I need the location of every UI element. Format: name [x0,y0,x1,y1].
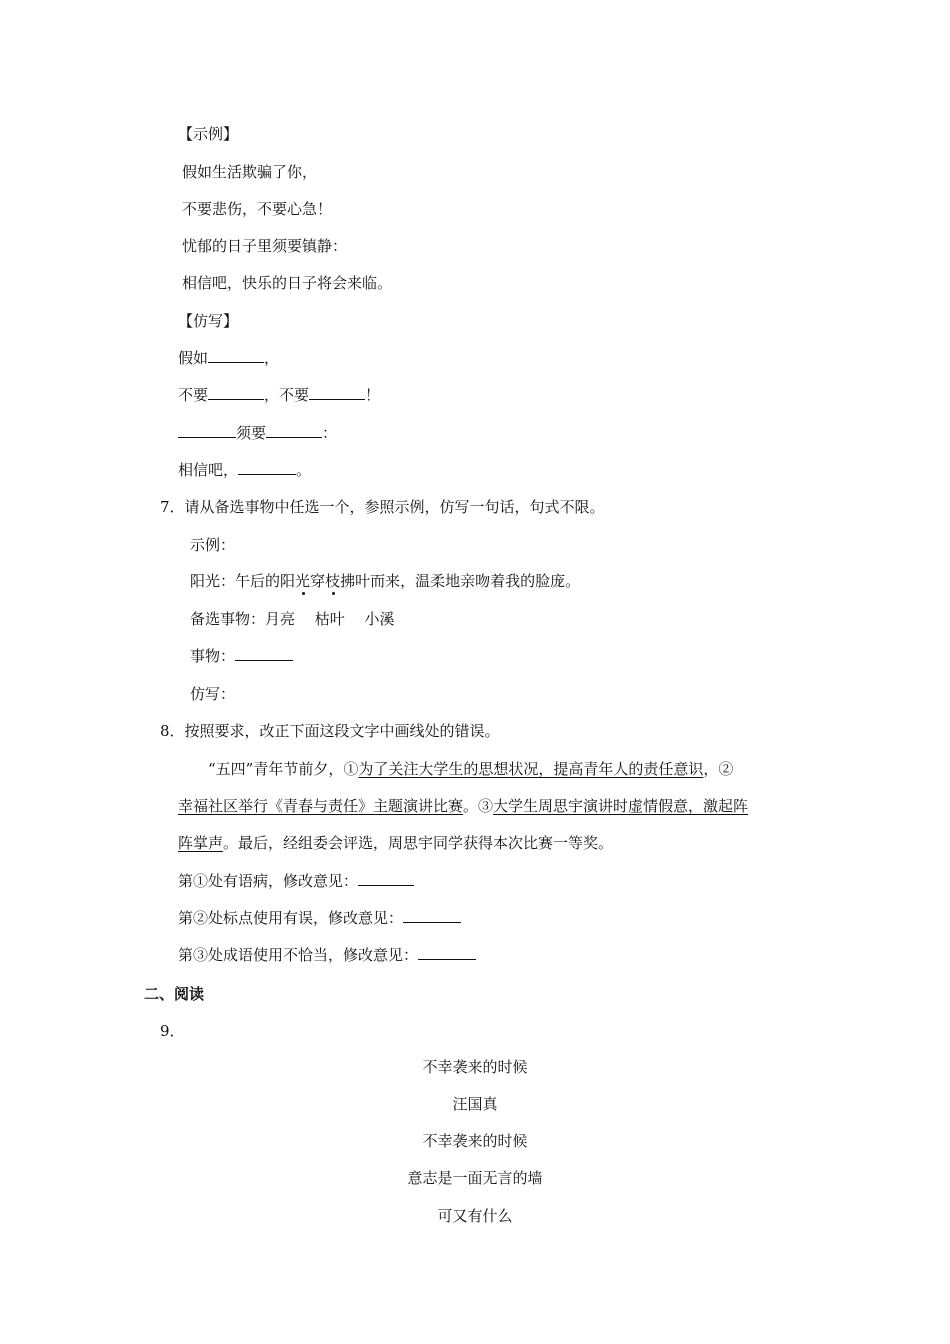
imitation-text: ！ [365,386,381,404]
q8-fix-label: 第②处标点使用有误，修改意见： [178,909,404,927]
answer-blank[interactable] [266,423,322,438]
imitation-line-1 [178,348,279,368]
q7-imitate-label: 仿写： [190,685,236,703]
example-line-4: 相信吧，快乐的日子将会来临。 [182,274,393,292]
answer-blank[interactable] [358,871,414,886]
q8-prompt: 8．按照要求，改正下面这段文字中画线处的错误。 [160,722,500,740]
q8-text: 。③ [463,797,494,815]
q7-example-text: 阳光：午后的阳 [190,572,296,590]
q8-fix-label: 第①处有语病，修改意见： [178,872,359,890]
imitation-line-3 [178,423,337,443]
imitation-text: ，不要 [264,386,310,404]
q7-example-label: 示例： [190,536,236,554]
poem-line-3: 可又有什么 [437,1207,513,1225]
q8-fix-2 [178,908,461,928]
q8-passage-line-3 [178,833,613,853]
section-heading: 二、阅读 [144,985,205,1003]
answer-blank[interactable] [238,460,296,475]
q8-text: “五四”青年节前夕，① [208,760,359,778]
q7-example-text: 拂叶而来，温柔地亲吻着我的脸庞。 [340,572,581,590]
imitation-heading: 【仿写】 [178,312,239,330]
q7-example-dotted-char: 枝 [325,572,341,590]
imitation-line-4 [178,460,311,480]
answer-blank[interactable] [178,423,236,438]
answer-blank[interactable] [403,908,461,923]
q7-example-text: 穿 [310,572,326,590]
q7-prompt: 7．请从备选事物中任选一个，参照示例，仿写一句话，句式不限。 [160,498,605,516]
example-line-1: 假如生活欺骗了你， [182,163,318,181]
q8-text: ，② [703,760,734,778]
q8-underlined-text: 阵掌声 [178,834,224,852]
answer-blank[interactable] [309,385,365,400]
q8-passage-line-2 [178,796,748,816]
imitation-text: 须要 [236,424,267,442]
q8-underlined-text: 大学生周思宇演讲时虚情假意，激起阵 [493,797,749,815]
q7-thing-label: 事物： [190,647,236,665]
answer-blank[interactable] [208,348,264,363]
answer-blank[interactable] [235,646,293,661]
poem-line-1: 不幸袭来的时候 [422,1132,528,1150]
q7-example-sentence [190,571,580,591]
q9-number: 9． [160,1022,185,1040]
answer-blank[interactable] [418,945,476,960]
imitation-line-2 [178,385,380,405]
q8-passage-line-1 [208,759,733,779]
q8-fix-label: 第③处成语使用不恰当，修改意见： [178,946,419,964]
imitation-text: 相信吧， [178,461,239,479]
q7-thing-line [190,646,293,666]
imitation-text: 。 [296,461,312,479]
q8-fix-1 [178,871,414,891]
example-line-3: 忧郁的日子里须要镇静： [182,237,348,255]
answer-blank[interactable] [208,385,264,400]
imitation-text: 不要 [178,386,209,404]
imitation-text: ， [264,349,280,367]
q8-fix-3 [178,945,476,965]
q7-example-dotted-char: 光 [295,572,311,590]
poem-title: 不幸袭来的时候 [422,1058,528,1076]
q8-underlined-text: 为了关注大学生的思想状况，提高青年人的责任意识 [358,760,704,778]
q8-underlined-text: 幸福社区举行《青春与责任》主题演讲比赛 [178,797,464,815]
poem-author: 汪国真 [452,1095,498,1113]
example-heading: 【示例】 [178,125,239,143]
q7-options: 备选事物：月亮 枯叶 小溪 [190,610,395,628]
imitation-text: 假如 [178,349,209,367]
example-line-2: 不要悲伤，不要心急！ [182,200,333,218]
imitation-text: ： [322,424,338,442]
q8-text: 。最后，经组委会评选，周思宇同学获得本次比赛一等奖。 [223,834,614,852]
poem-line-2: 意志是一面无言的墙 [407,1169,543,1187]
